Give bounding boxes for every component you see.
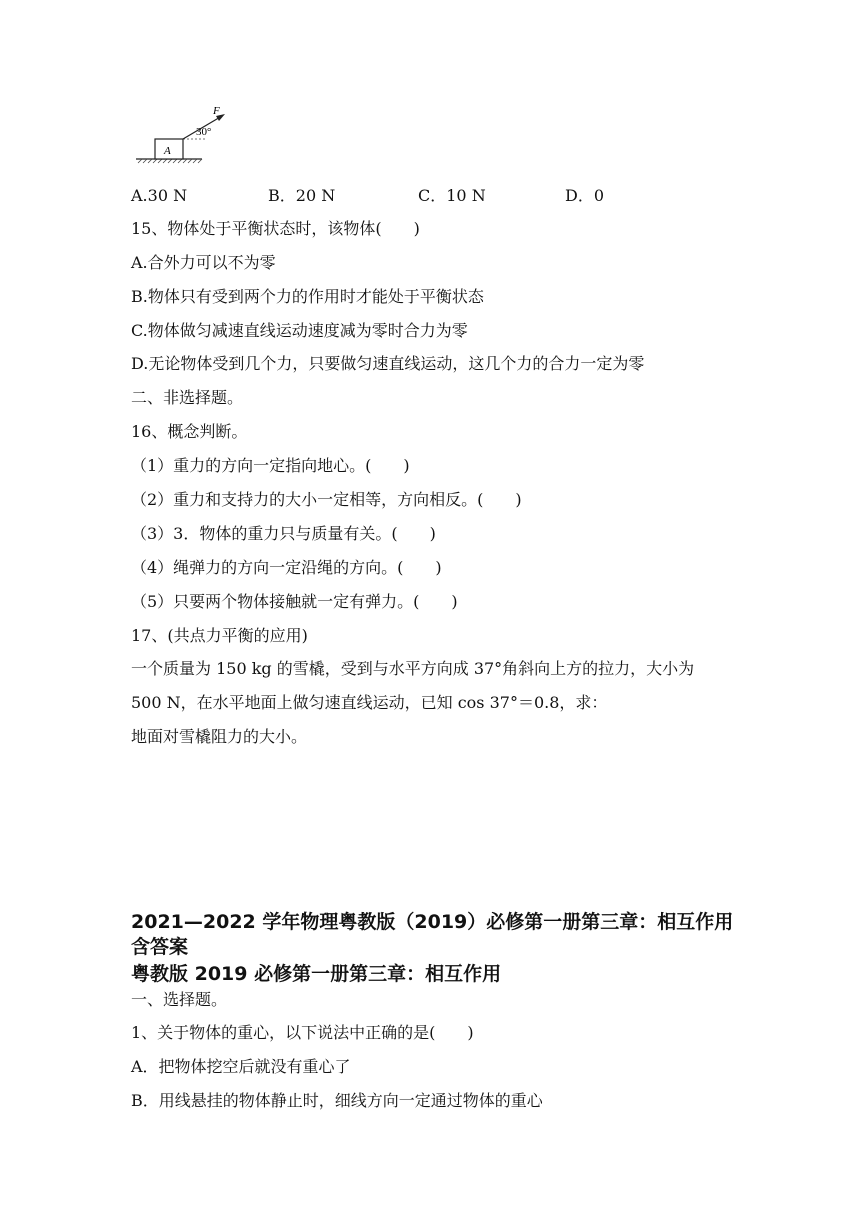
q17-stem: 17、(共点力平衡的应用): [131, 626, 308, 645]
q16-item-3: （3）3．物体的重力只与质量有关。( ): [131, 524, 436, 543]
q16-stem: 16、概念判断。: [131, 422, 248, 441]
section-heading-nonchoice: 二、非选择题。: [131, 388, 244, 407]
q14-option-a: A.30 N: [131, 186, 188, 205]
document-title-line-2: 含答案: [131, 936, 189, 958]
force-label: F: [213, 105, 220, 117]
force-diagram: [130, 100, 240, 170]
angle-label: 30°: [196, 126, 212, 138]
q15-option-c: C.物体做匀减速直线运动速度减为零时合力为零: [131, 321, 468, 340]
q16-item-4: （4）绳弹力的方向一定沿绳的方向。( ): [131, 558, 442, 577]
q1-option-a: A．把物体挖空后就没有重心了: [131, 1057, 351, 1076]
section-heading-choice: 一、选择题。: [131, 990, 228, 1009]
q17-line-2: 500 N，在水平地面上做匀速直线运动，已知 cos 37°＝0.8，求：: [131, 693, 608, 712]
q16-item-2: （2）重力和支持力的大小一定相等，方向相反。( ): [131, 490, 522, 509]
document-subtitle: 粤教版 2019 必修第一册第三章：相互作用: [131, 963, 502, 985]
document-title-line-1: 2021—2022 学年物理粤教版（2019）必修第一册第三章：相互作用: [131, 911, 734, 933]
q1-option-b: B．用线悬挂的物体静止时，细线方向一定通过物体的重心: [131, 1091, 543, 1110]
q14-option-d: D．0: [565, 186, 605, 205]
q16-item-1: （1）重力的方向一定指向地心。( ): [131, 456, 410, 475]
q15-stem: 15、物体处于平衡状态时，该物体( ): [131, 219, 420, 238]
block-a-label: A: [164, 145, 171, 157]
q15-option-d: D.无论物体受到几个力，只要做匀速直线运动，这几个力的合力一定为零: [131, 354, 645, 373]
q14-option-c: C．10 N: [418, 186, 486, 205]
q15-option-a: A.合外力可以不为零: [131, 253, 276, 272]
q17-line-1: 一个质量为 150 kg 的雪橇，受到与水平方向成 37°角斜向上方的拉力，大小为: [131, 659, 695, 678]
q16-item-5: （5）只要两个物体接触就一定有弹力。( ): [131, 592, 458, 611]
q15-option-b: B.物体只有受到两个力的作用时才能处于平衡状态: [131, 287, 484, 306]
q17-line-3: 地面对雪橇阻力的大小。: [131, 727, 308, 746]
ground-hatching: [138, 159, 202, 163]
q1-stem: 1、关于物体的重心，以下说法中正确的是( ): [131, 1023, 474, 1042]
q14-option-b: B．20 N: [268, 186, 336, 205]
